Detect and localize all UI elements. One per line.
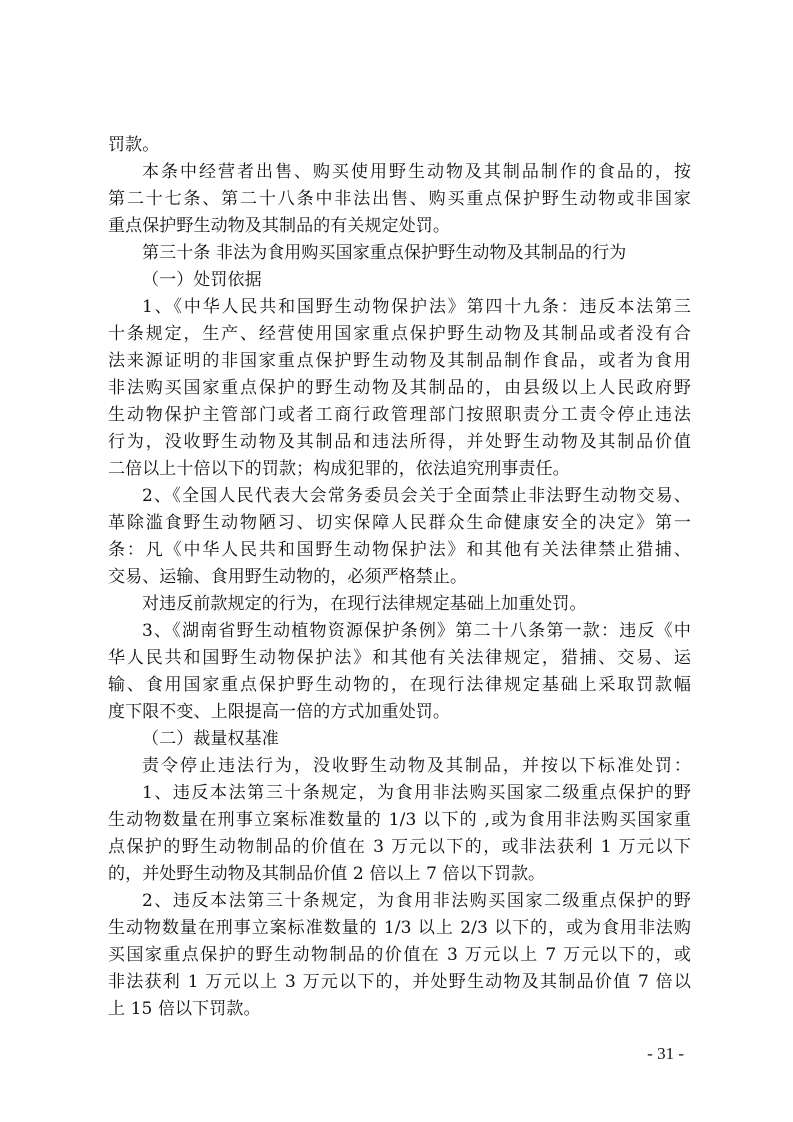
text-line: 二倍以上十倍以下的罚款；构成犯罪的，依法追究刑事责任。 xyxy=(108,459,570,479)
text-line: 革除滥食野生动物陋习、切实保障人民群众生命健康安全的决定》第一 xyxy=(108,513,691,533)
text-line: 十条规定，生产、经营使用国家重点保护野生动物及其制品或者没有合 xyxy=(108,324,691,344)
text-line: 法来源证明的非国家重点保护野生动物及其制品制作食品，或者为食用 xyxy=(108,351,691,371)
text-line: 罚款。 xyxy=(108,135,160,155)
text-line: （二）裁量权基准 xyxy=(142,729,279,749)
text-line: 生动物数量在刑事立案标准数量的 1/3 以下的 ,或为食用非法购买国家重 xyxy=(108,810,691,830)
text-line: 条：凡《中华人民共和国野生动物保护法》和其他有关法律禁止猎捕、 xyxy=(108,540,691,560)
text-line: 非法购买国家重点保护的野生动物及其制品的，由县级以上人民政府野 xyxy=(108,378,691,398)
text-line: 华人民共和国野生动物保护法》和其他有关法律规定，猎捕、交易、运 xyxy=(108,648,691,668)
text-line: 1、违反本法第三十条规定，为食用非法购买国家二级重点保护的野 xyxy=(142,783,691,803)
text-line: 上 15 倍以下罚款。 xyxy=(108,999,261,1019)
text-line: 生动物保护主管部门或者工商行政管理部门按照职责分工责令停止违法 xyxy=(108,405,691,425)
text-line: 2、《全国人民代表大会常务委员会关于全面禁止非法野生动物交易、 xyxy=(142,486,691,506)
page-number: - 31 - xyxy=(647,1044,684,1063)
text-line: 2、违反本法第三十条规定，为食用非法购买国家二级重点保护的野 xyxy=(142,891,691,911)
text-line: 交易、运输、食用野生动物的，必须严格禁止。 xyxy=(108,567,468,587)
text-line: 责令停止违法行为，没收野生动物及其制品，并按以下标准处罚： xyxy=(142,756,691,776)
text-line: 输、食用国家重点保护野生动物的，在现行法律规定基础上采取罚款幅 xyxy=(108,675,691,695)
text-line: 本条中经营者出售、购买使用野生动物及其制品制作的食品的，按 xyxy=(142,162,691,182)
document-body xyxy=(108,132,691,1023)
text-line: 买国家重点保护的野生动物制品的价值在 3 万元以上 7 万元以下的，或 xyxy=(108,945,691,965)
text-line: 3、《湖南省野生动植物资源保护条例》第二十八条第一款：违反《中 xyxy=(142,621,691,641)
text-line: 第三十条 非法为食用购买国家重点保护野生动物及其制品的行为 xyxy=(142,243,627,263)
text-line: 行为，没收野生动物及其制品和违法所得，并处野生动物及其制品价值 xyxy=(108,432,691,452)
text-line: 度下限不变、上限提高一倍的方式加重处罚。 xyxy=(108,702,450,722)
text-line: 非法获利 1 万元以上 3 万元以下的，并处野生动物及其制品价值 7 倍以 xyxy=(108,972,691,992)
text-line: 点保护的野生动物制品的价值在 3 万元以下的，或非法获利 1 万元以下 xyxy=(108,837,691,857)
text-line: （一）处罚依据 xyxy=(142,270,262,290)
text-line: 重点保护野生动物及其制品的有关规定处罚。 xyxy=(108,216,450,236)
text-line: 的，并处野生动物及其制品价值 2 倍以上 7 倍以下罚款。 xyxy=(108,864,546,884)
text-line: 第二十七条、第二十八条中非法出售、购买重点保护野生动物或非国家 xyxy=(108,189,691,209)
text-line: 生动物数量在刑事立案标准数量的 1/3 以上 2/3 以下的，或为食用非法购 xyxy=(108,918,691,938)
text-line: 对违反前款规定的行为，在现行法律规定基础上加重处罚。 xyxy=(142,594,587,614)
text-line: 1、《中华人民共和国野生动物保护法》第四十九条：违反本法第三 xyxy=(142,297,691,317)
